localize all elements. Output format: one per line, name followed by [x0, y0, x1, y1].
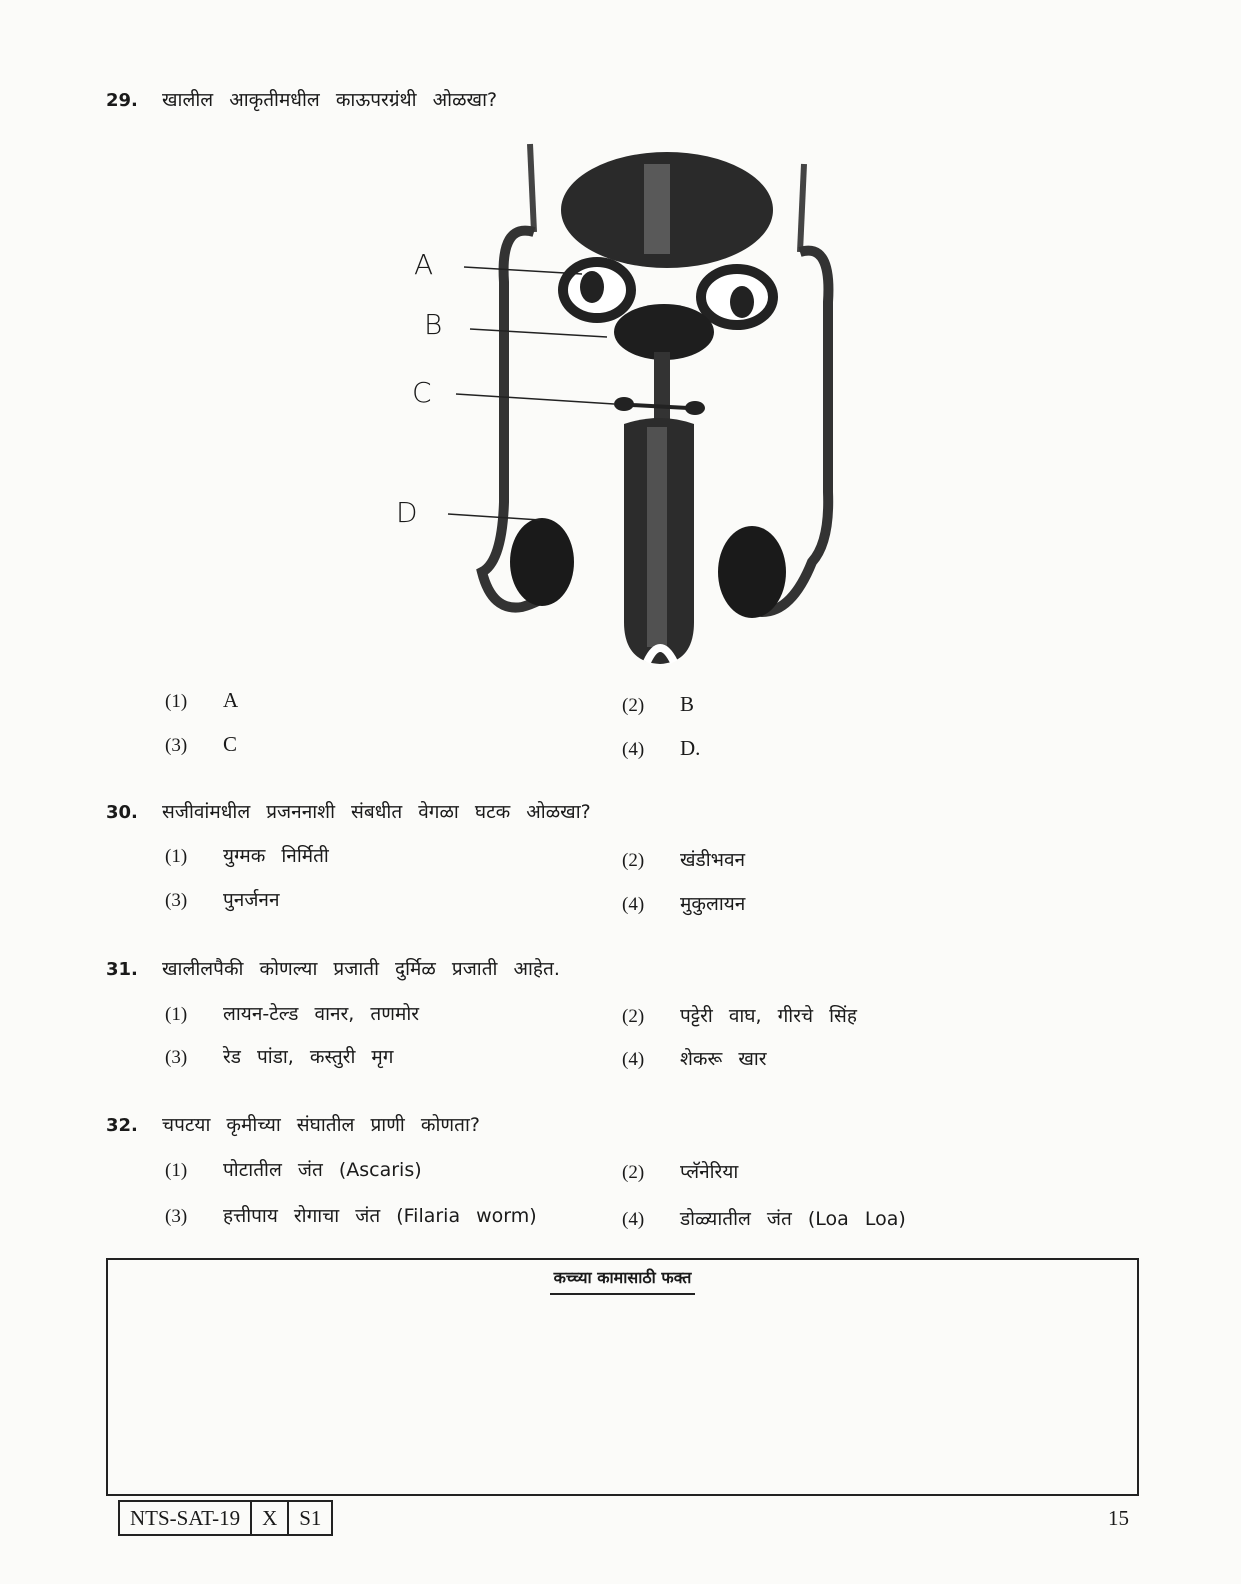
option-30-1[interactable]: (1) युग्मक निर्मिती [165, 845, 329, 867]
footer-code-series: NTS-SAT-19 [120, 1502, 252, 1534]
figure-label-b: B [424, 308, 443, 341]
rough-work-box [106, 1258, 1139, 1496]
option-29-1[interactable]: (1) A [165, 688, 239, 712]
question-number: 30. [106, 802, 138, 823]
footer-code [118, 1500, 333, 1536]
option-32-1[interactable]: (1) पोटातील जंत (Ascaris) [165, 1159, 422, 1181]
question-text: चपटया कृमीच्या संघातील प्राणी कोणता? [162, 1114, 480, 1136]
option-31-1[interactable]: (1) लायन-टेल्ड वानर, तणमोर [165, 1003, 420, 1025]
footer-code-set: S1 [299, 1506, 322, 1530]
question-31 [106, 955, 560, 981]
footer-code-class: X [252, 1502, 289, 1534]
question-text: खालील आकृतीमधील काऊपरग्रंथी ओळखा? [162, 89, 498, 111]
page-number: 15 [1108, 1506, 1129, 1530]
option-32-4[interactable]: (4) डोळ्यातील जंत (Loa Loa) [622, 1208, 906, 1230]
question-number: 29. [106, 90, 138, 111]
option-31-2[interactable]: (2) पट्टेरी वाघ, गीरचे सिंह [622, 1005, 857, 1027]
option-32-2[interactable]: (2) प्लॅनेरिया [622, 1161, 739, 1183]
option-31-3[interactable]: (3) रेड पांडा, कस्तुरी मृग [165, 1046, 394, 1068]
question-number: 31. [106, 959, 138, 980]
option-30-4[interactable]: (4) मुकुलायन [622, 893, 746, 915]
option-32-3[interactable]: (3) हत्तीपाय रोगाचा जंत (Filaria worm) [165, 1205, 537, 1227]
option-31-4[interactable]: (4) शेकरू खार [622, 1048, 767, 1070]
option-29-4[interactable]: (4) D. [622, 736, 701, 760]
question-number: 32. [106, 1115, 138, 1136]
figure-label-c: C [412, 376, 432, 409]
rough-work-title: कच्च्या कामासाठी फक्त [108, 1266, 1137, 1288]
question-32 [106, 1111, 480, 1137]
figure-label-a: A [414, 248, 434, 281]
figure-label-d: D [396, 496, 418, 529]
option-30-2[interactable]: (2) खंडीभवन [622, 849, 746, 871]
figure-drawing [392, 142, 852, 672]
question-29 [106, 86, 497, 112]
question-text: सजीवांमधील प्रजननाशी संबधीत वेगळा घटक ओळखा? [162, 801, 591, 823]
option-30-3[interactable]: (3) पुनर्जनन [165, 889, 280, 911]
reproductive-system-figure [392, 142, 852, 672]
question-text: खालीलपैकी कोणल्या प्रजाती दुर्मिळ प्रजाती आहेत. [162, 958, 560, 980]
question-30 [106, 798, 591, 824]
option-29-3[interactable]: (3) C [165, 732, 238, 756]
option-29-2[interactable]: (2) B [622, 692, 695, 716]
